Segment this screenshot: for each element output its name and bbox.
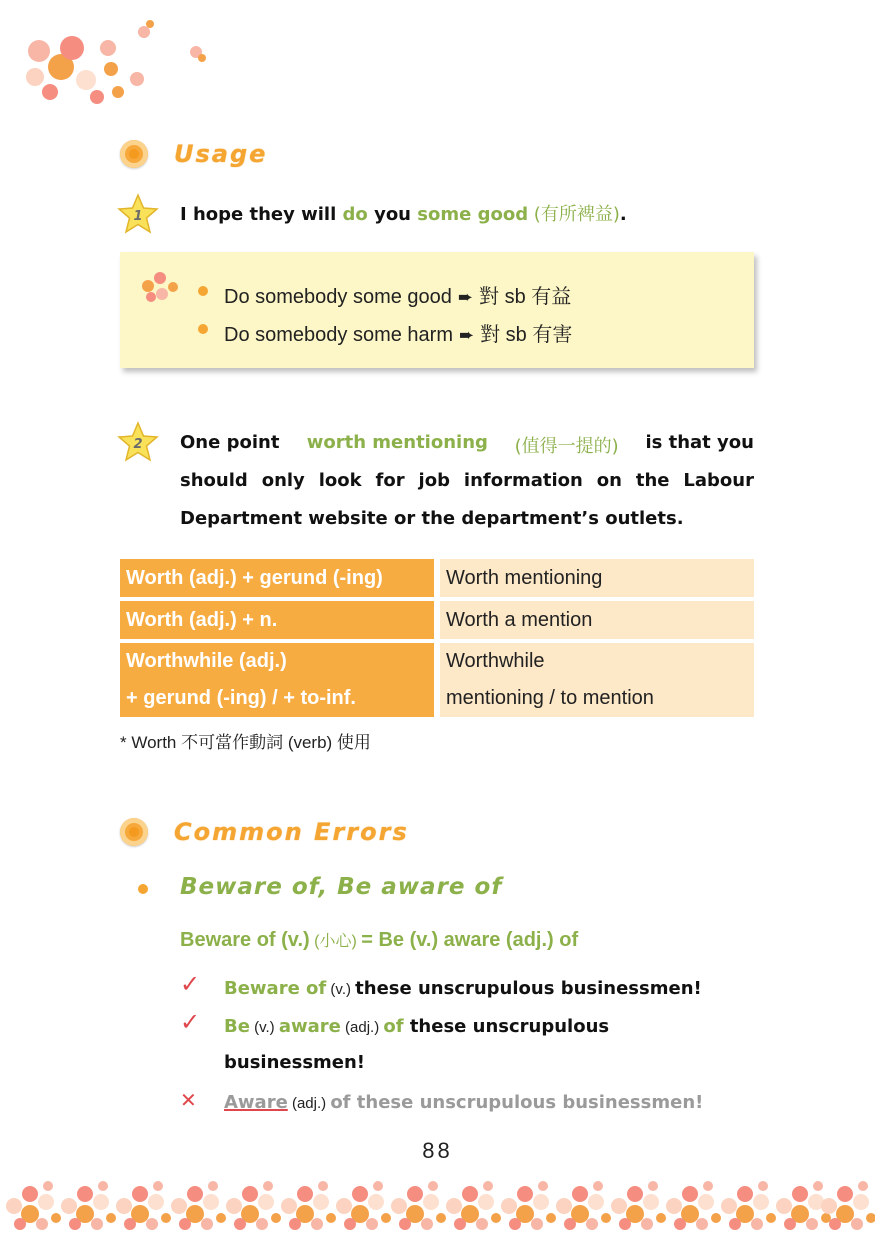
ex2-pos-2: (adj.) <box>340 1019 384 1036</box>
rule-zh: (小心) <box>309 933 362 950</box>
example-incorrect <box>224 1092 703 1113</box>
table-cell-left-line-1: Worthwhile (adj.) <box>126 650 287 672</box>
table-cell-left-line-2: + gerund (-ing) / + to-inf. <box>126 687 356 709</box>
ex2-pos-1: (v.) <box>249 1019 279 1036</box>
top-flower-decoration <box>18 18 218 118</box>
usage-sentence-1 <box>180 200 627 226</box>
usage-section-icon <box>120 140 148 168</box>
flower-border-svg <box>0 1172 875 1234</box>
ex3-aware: Aware <box>224 1092 288 1113</box>
table-row <box>120 601 754 639</box>
arrow-right-icon: ➨ <box>457 287 474 307</box>
table-cell-right: Worth mentioning <box>440 559 754 597</box>
table-row <box>120 643 754 717</box>
box-line-2-left: Do somebody some harm <box>224 324 453 346</box>
star-number-2-label: 2 <box>133 437 143 452</box>
star-number-1-label: 1 <box>133 209 143 224</box>
check-icon: ✓ <box>180 1008 201 1036</box>
box-line-1-left: Do somebody some good <box>224 286 452 308</box>
star-number-1-icon <box>116 192 160 236</box>
table-cell-left: Worth (adj.) + gerund (-ing) <box>120 559 434 597</box>
rule-part-a: Beware of (v.) <box>180 929 310 951</box>
bullet-icon <box>198 324 208 334</box>
ex3-pos: (adj.) <box>287 1095 331 1112</box>
cross-icon: ✕ <box>180 1088 197 1112</box>
box-line-1-right: 對 sb 有益 <box>479 286 572 308</box>
example-correct-1 <box>224 978 702 999</box>
box-line-1 <box>224 280 571 309</box>
usage-sentence-2-line-1 <box>180 432 754 458</box>
ex1-beware-of: Beware of <box>224 978 327 999</box>
box-line-2 <box>224 318 572 347</box>
table-cell-right <box>440 643 754 717</box>
errors-title: Common Errors <box>174 818 409 846</box>
s1-zh: (有所裨益) <box>528 204 620 225</box>
s1-pre: I hope they will <box>180 204 343 225</box>
errors-rule <box>180 928 578 952</box>
ex2-rest: these unscrupulous <box>403 1016 610 1037</box>
s1-do: do <box>342 204 368 225</box>
worth-footnote: * Worth 不可當作動詞 (verb) 使用 <box>120 733 371 752</box>
s1-mid: you <box>367 204 418 225</box>
s2-zh: (值得一提的) <box>508 436 625 457</box>
errors-section-icon <box>120 818 148 846</box>
bullet-icon <box>198 286 208 296</box>
s2-post: is that you <box>645 432 754 453</box>
check-icon: ✓ <box>180 970 201 998</box>
table-cell-left: Worth (adj.) + n. <box>120 601 434 639</box>
ex1-rest: these unscrupulous businessmen! <box>355 978 702 999</box>
ex2-of: of <box>383 1016 404 1037</box>
arrow-right-icon: ➨ <box>458 325 475 345</box>
usage-sentence-2-line-3: Department website or the department’s outlets. <box>180 508 684 529</box>
usage-title: Usage <box>174 140 268 168</box>
worth-usage-table <box>120 555 754 721</box>
star-number-2-icon <box>116 420 160 464</box>
bottom-flower-border <box>0 1172 875 1234</box>
s1-some-good: some good <box>417 204 529 225</box>
s2-worth-mentioning: worth mentioning <box>306 432 488 453</box>
s1-end: . <box>619 204 627 225</box>
table-row <box>120 559 754 597</box>
usage-note-box <box>120 252 754 368</box>
table-cell-left <box>120 643 434 717</box>
usage-sentence-2-line-2: should only look for job information on the Labour <box>180 470 754 491</box>
errors-subtitle: Beware of, Be aware of <box>180 874 503 900</box>
s2-pre: One point <box>180 432 286 453</box>
ex2-be: Be <box>224 1016 250 1037</box>
table-cell-right: Worth a mention <box>440 601 754 639</box>
ex2-aware: aware <box>278 1016 341 1037</box>
table-cell-right-line-2: mentioning / to mention <box>446 687 654 709</box>
ex3-rest: of these unscrupulous businessmen! <box>330 1092 704 1113</box>
rule-part-b: = Be (v.) aware (adj.) of <box>361 929 579 951</box>
example-correct-2 <box>224 1016 609 1037</box>
page-number: 88 <box>422 1138 453 1163</box>
ex1-pos: (v.) <box>326 981 356 998</box>
box-line-2-right: 對 sb 有害 <box>480 324 573 346</box>
table-cell-right-line-1: Worthwhile <box>446 650 545 672</box>
example-correct-2-line-2: businessmen! <box>224 1052 366 1073</box>
bullet-icon <box>138 884 148 894</box>
